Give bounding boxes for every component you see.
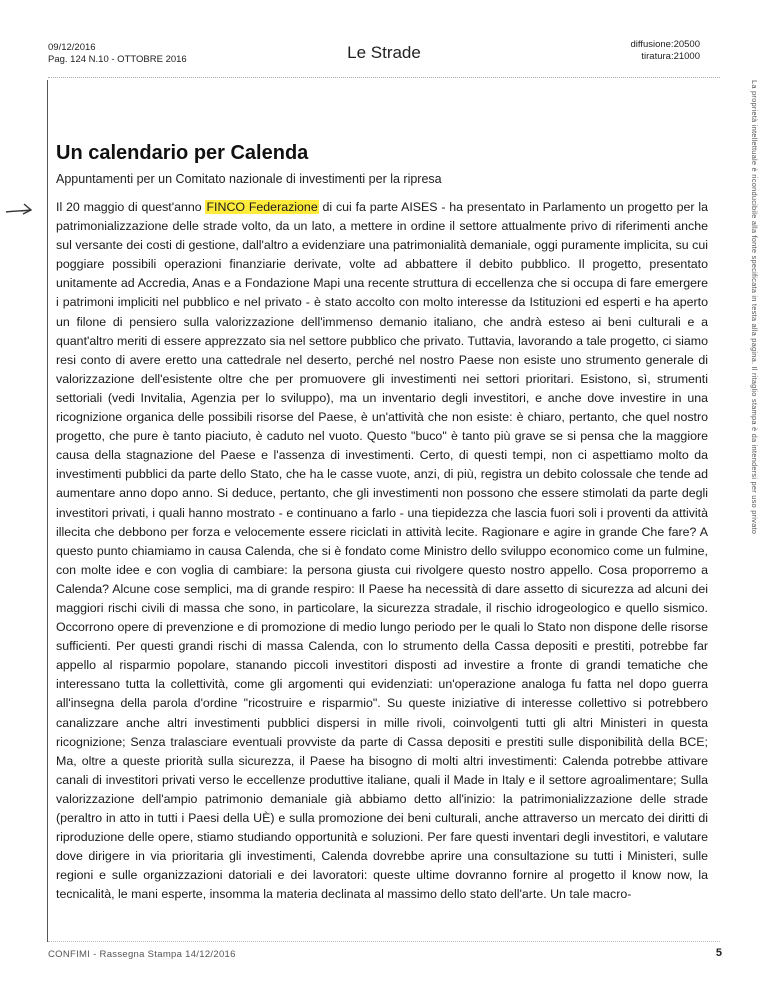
header-right (630, 39, 700, 63)
highlighted-text: FINCO Federazione (206, 200, 318, 214)
left-margin-line (47, 80, 48, 942)
side-notice-text: La proprietà intellettuale è riconducibile alla fonte specificata in testa alla pagina. Il ritaglio stampa è da intendersi per uso privato (750, 80, 759, 535)
bottom-divider (48, 941, 720, 942)
article-body-text: di cui fa parte AISES - ha presentato in Parlamento un progetto per la patrimonializzazione delle strade volto, da un lato, a mettere in ordine il settore attualmente privo di riferimenti anche sul versante dei costi di gestione, dall'altro a evidenziare una patrimonialità demaniale, oggi puramente implicita, su cui poggiare possibili operazioni finanziarie derivate, volte ad abbattere il debito pubblico. Il progetto, presentato unitamente ad Accredia, Anas e a Fondazione Mapi una recente struttura di eccellenza che si occupa di fare emergere i patrimoni impliciti nel pubblico e nel privato - è stato accolto con molto interesse da Istituzioni ed esperti e ha aperto un filone di pensiero sulla valorizzazione dell'immenso demanio italiano, che andrà esteso ai beni culturali e a quant'altro meriti di essere apprezzato sia nel settore pubblico che privato. Tuttavia, lavorando a tale progetto, ci siamo resi conto di avere eretto una cattedrale nel deserto, perché nel nostro Paese non esiste uno strumento generale di valorizzazione dell'esistente oltre che per promuovere gli investimenti nei settori prioritari. Esistono, sì, strumenti settoriali (vedi Invitalia, Agenzia per lo sviluppo), ma un inventario degli investitori, e anche dove investire in una ricognizione organica delle possibili risorse del Paese, è un'attività che non esiste: è chiaro, pertanto, che quel nostro progetto, che pure è tanto piaciuto, è caduto nel vuoto. Questo "buco" è tanto più grave se si pensa che la maggiore causa della stagnazione del Paese e l'assenza di investimenti. Certo, di questi tempi, non ci aspettiamo molto da investimenti pubblici da parte dello Stato, che ha le casse vuote, anzi, di più, registra un debito colossale che tende ad aumentare anno dopo anno. Si deduce, pertanto, che gli investimenti non possono che essere stimolati da parte degli investitori privati, i quali hanno mostrato - e continuano a farlo - una tiepidezza che lascia fuori soli i proventi da attività illecita che debbono per forza e velocemente essere riciclati in attività lecite. Ragionare e agire in grande Che fare? A questo punto chiamiamo in causa Calenda, che si è fondato come Ministro dello sviluppo economico come un fulmine, con molte idee e con voglia di cambiare: la persona giusta cui rivolgere questo nostro appello. Cosa proporremo a Calenda? Alcune cose semplici, ma di grande respiro: Il Paese ha necessità di dare assetto di sicurezza ad alcuni dei maggiori rischi civili di massa che sono, in particolare, la sicurezza stradale, il rischio idrogeologico e quello sismico. Occorrono opere di prevenzione e di promozione di medio lungo periodo per le quali lo Stato non dispone delle risorse sufficienti. Per questi grandi rischi di massa Calenda, con lo strumento della Cassa depositi e prestiti, potrebbe far appello al risparmio popolare, stanando piccoli investitori disposti ad investire a fronte di grandi tematiche che interessano tutta la collettività, come gli argomenti qui evidenziati: un'operazione analoga fu fatta nel dopo guerra all'insegna della parola d'ordine "ricostruire e risparmio". Su queste iniziative di interesse collettivo si potrebbero canalizzare anche altri investimenti pubblici dispersi in mille rivoli, coinvolgenti tutti gli altri Ministeri in questa ricognizione; Senza tralasciare eventuali provviste da parte di Cassa depositi e prestiti sulle disponibilità della BCE; Ma, oltre a queste priorità sulla sicurezza, il Paese ha bisogno di molti altri investimenti: Calenda potrebbe attivare canali di investitori privati verso le eccellenze produttive italiane, quali il Made in Italy e il settore agroalimentare; Sulla valorizzazione dell'ampio patrimonio demaniale già abbiamo detto all'inizio: la patrimonializzazione delle strade (peraltro in atto in tutti i Paesi della UÈ) e sulla promozione dei beni culturali, anche attraverso un mercato dei diritti di riproduzione delle opere, stiamo studiando opportunità e soluzioni. Per fare questi inventari degli investitori, e valutare dove dirigere in via prioritaria gli investimenti, Calenda dovrebbe aprire una consultazione su tutti i Ministeri, sulle regioni e sulle organizzazioni datoriali e dei lavoratori: queste ultime dovranno fornire al progetto il know now, la tecnicalità, le mani esperte, insomma la materia declinata al massimo dello stato dell'arte. Un tale macro- (56, 200, 709, 902)
header-page-info: Pag. 124 N.10 - OTTOBRE 2016 (48, 54, 187, 65)
header-date: 09/12/2016 (48, 42, 96, 53)
header-diffusione: diffusione:20500 (630, 39, 700, 50)
header-tiratura: tiratura:21000 (641, 51, 700, 62)
article-title: Un calendario per Calenda (56, 142, 309, 164)
publication-name: Le Strade (347, 43, 421, 62)
page-number: 5 (715, 947, 722, 959)
article-subtitle: Appuntamenti per un Comitato nazionale di investimenti per la ripresa (56, 172, 442, 186)
article-intro: Il 20 maggio di quest'anno (56, 200, 206, 214)
footer-source: CONFIMI - Rassegna Stampa 14/12/2016 (48, 949, 236, 960)
top-divider (48, 77, 720, 78)
article-body (56, 198, 708, 904)
hand-drawn-arrow-icon (4, 199, 34, 225)
copyright-side-notice (748, 80, 760, 600)
